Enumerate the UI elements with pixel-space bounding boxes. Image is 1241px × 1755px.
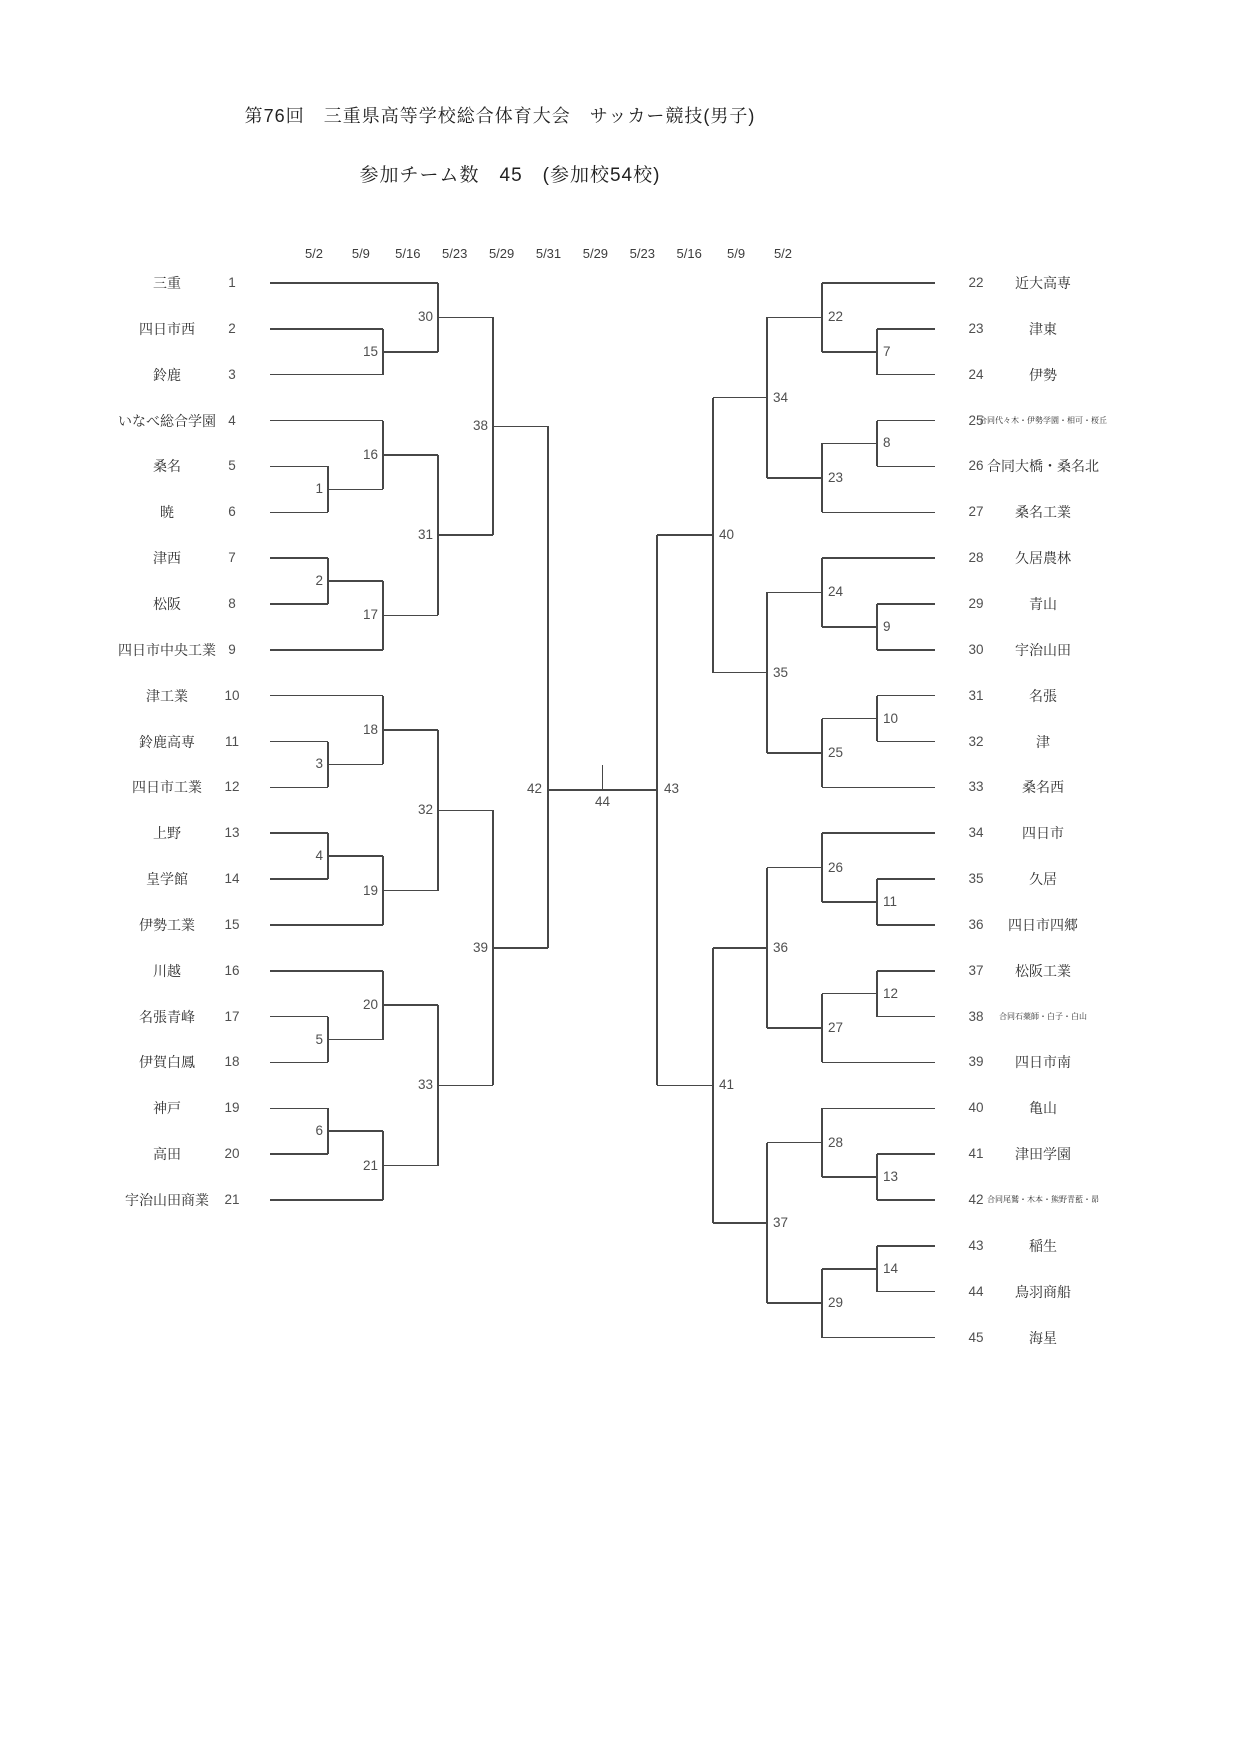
team-seed: 24 bbox=[968, 366, 984, 382]
match-number: 22 bbox=[828, 309, 844, 325]
match-number: 11 bbox=[883, 893, 898, 909]
team-line bbox=[270, 695, 383, 697]
team-name: 神戸 bbox=[153, 1100, 181, 1117]
team-line bbox=[270, 328, 383, 330]
match-vline bbox=[656, 535, 658, 1085]
team-line bbox=[270, 924, 383, 926]
team-seed: 26 bbox=[968, 458, 984, 474]
team-name: 青山 bbox=[1029, 595, 1057, 612]
match-number: 6 bbox=[315, 1123, 323, 1139]
team-seed: 39 bbox=[968, 1054, 984, 1070]
match-winner-line bbox=[657, 1085, 713, 1087]
match-winner-line bbox=[822, 901, 877, 903]
match-winner-line bbox=[767, 1027, 822, 1029]
team-name: 桑名西 bbox=[1022, 779, 1064, 796]
match-winner-line bbox=[383, 351, 438, 353]
match-number: 44 bbox=[594, 794, 611, 809]
match-number: 13 bbox=[883, 1169, 899, 1185]
match-number: 31 bbox=[417, 527, 433, 543]
team-line bbox=[822, 1337, 935, 1339]
team-line bbox=[270, 878, 328, 880]
match-vline bbox=[547, 426, 549, 948]
team-name: 宇治山田商業 bbox=[125, 1192, 209, 1208]
team-seed: 36 bbox=[968, 916, 984, 932]
team-seed: 14 bbox=[224, 871, 240, 887]
team-line bbox=[877, 603, 935, 605]
round-date: 5/29 bbox=[488, 246, 515, 261]
team-line bbox=[822, 282, 935, 284]
team-line bbox=[877, 374, 935, 376]
team-line bbox=[877, 420, 935, 422]
team-seed: 25 bbox=[968, 412, 984, 428]
match-number: 36 bbox=[773, 939, 789, 955]
team-seed: 45 bbox=[968, 1329, 984, 1345]
team-name: 四日市西 bbox=[139, 320, 195, 337]
match-winner-line bbox=[713, 947, 767, 949]
team-line bbox=[270, 970, 383, 972]
team-line bbox=[270, 374, 383, 376]
match-number: 35 bbox=[773, 664, 789, 680]
match-winner-line bbox=[438, 317, 493, 319]
match-winner-line bbox=[822, 718, 877, 720]
team-name: 暁 bbox=[160, 504, 174, 521]
team-line bbox=[270, 1153, 328, 1155]
team-line bbox=[877, 1245, 935, 1247]
team-seed: 41 bbox=[968, 1146, 984, 1162]
team-name: 鈴鹿 bbox=[153, 366, 181, 383]
match-number: 29 bbox=[828, 1295, 844, 1311]
team-line bbox=[877, 1016, 935, 1018]
team-name: 海星 bbox=[1029, 1329, 1057, 1346]
team-line bbox=[270, 1108, 328, 1110]
team-name: 川越 bbox=[153, 962, 181, 979]
team-seed: 9 bbox=[228, 641, 236, 657]
team-line bbox=[822, 787, 935, 789]
team-line bbox=[877, 1199, 935, 1201]
team-name: 久居農林 bbox=[1015, 550, 1071, 567]
team-seed: 15 bbox=[224, 916, 240, 932]
team-seed: 40 bbox=[968, 1100, 984, 1116]
team-name: 伊賀白鳳 bbox=[139, 1054, 195, 1071]
team-seed: 37 bbox=[968, 962, 984, 978]
team-seed: 7 bbox=[228, 550, 236, 566]
team-seed: 33 bbox=[968, 779, 984, 795]
team-line bbox=[270, 512, 328, 514]
round-date: 5/29 bbox=[582, 246, 609, 261]
match-winner-line bbox=[328, 855, 383, 857]
team-name: 亀山 bbox=[1029, 1100, 1057, 1117]
round-date: 5/16 bbox=[676, 246, 702, 261]
team-seed: 8 bbox=[228, 595, 236, 611]
team-name: 津田学園 bbox=[1015, 1146, 1071, 1163]
round-date: 5/9 bbox=[727, 246, 746, 261]
team-name: 伊勢 bbox=[1029, 366, 1057, 383]
match-winner-line bbox=[383, 1165, 438, 1167]
match-number: 28 bbox=[828, 1134, 844, 1150]
team-line bbox=[270, 1016, 328, 1018]
match-number: 18 bbox=[362, 722, 378, 738]
team-seed: 16 bbox=[224, 962, 240, 978]
team-name: 久居 bbox=[1029, 871, 1057, 888]
team-name: 上野 bbox=[153, 825, 181, 842]
team-name: 四日市中央工業 bbox=[118, 641, 216, 658]
team-seed: 1 bbox=[228, 275, 236, 290]
team-line bbox=[877, 649, 935, 651]
team-name: 四日市四郷 bbox=[1008, 916, 1078, 933]
match-number: 43 bbox=[664, 781, 680, 796]
match-winner-line bbox=[493, 947, 548, 949]
team-line bbox=[270, 557, 328, 559]
team-line bbox=[270, 420, 383, 422]
match-number: 12 bbox=[883, 985, 899, 1001]
match-number: 41 bbox=[719, 1077, 735, 1093]
team-seed: 2 bbox=[228, 320, 236, 336]
match-winner-line bbox=[383, 729, 438, 731]
team-seed: 18 bbox=[224, 1054, 240, 1070]
match-number: 2 bbox=[315, 573, 323, 589]
team-line bbox=[877, 970, 935, 972]
match-winner-line bbox=[438, 534, 493, 536]
match-number: 17 bbox=[362, 607, 378, 623]
team-seed: 20 bbox=[224, 1146, 240, 1162]
team-seed: 19 bbox=[224, 1100, 240, 1116]
match-number: 3 bbox=[315, 756, 323, 772]
match-winner-line bbox=[328, 1130, 383, 1132]
match-number: 16 bbox=[362, 446, 378, 462]
match-winner-line bbox=[438, 810, 493, 812]
team-seed: 6 bbox=[228, 504, 236, 520]
team-line bbox=[822, 512, 935, 514]
team-line bbox=[270, 832, 328, 834]
match-winner-line bbox=[822, 1176, 877, 1178]
match-winner-line bbox=[328, 1039, 383, 1041]
match-winner-line bbox=[328, 489, 383, 491]
match-number: 37 bbox=[773, 1214, 789, 1230]
match-winner-line bbox=[767, 592, 822, 594]
match-winner-line bbox=[713, 672, 767, 674]
team-line bbox=[877, 1153, 935, 1155]
team-name: 桑名 bbox=[153, 458, 181, 475]
team-name: いなべ総合学園 bbox=[118, 412, 216, 429]
match-number: 24 bbox=[828, 584, 844, 600]
team-seed: 17 bbox=[224, 1008, 240, 1024]
match-winner-line bbox=[383, 454, 438, 456]
match-number: 32 bbox=[417, 802, 433, 818]
team-seed: 13 bbox=[224, 825, 240, 841]
team-seed: 30 bbox=[968, 641, 984, 657]
match-number: 26 bbox=[828, 859, 844, 875]
team-name: 四日市工業 bbox=[132, 779, 202, 796]
match-winner-line bbox=[822, 1268, 877, 1270]
team-name: 津 bbox=[1036, 733, 1050, 750]
team-seed: 28 bbox=[968, 550, 984, 566]
match-winner-line bbox=[657, 534, 713, 536]
team-line bbox=[877, 695, 935, 697]
team-name: 津東 bbox=[1029, 320, 1057, 337]
round-date: 5/23 bbox=[629, 246, 655, 261]
match-number: 4 bbox=[315, 848, 323, 864]
team-seed: 34 bbox=[968, 825, 984, 841]
round-date: 5/16 bbox=[395, 246, 421, 261]
match-winner-line bbox=[383, 890, 438, 892]
team-seed: 22 bbox=[968, 275, 984, 290]
team-seed: 11 bbox=[224, 733, 239, 749]
match-number: 39 bbox=[472, 939, 488, 955]
match-number: 34 bbox=[773, 389, 789, 405]
match-winner-line bbox=[383, 615, 438, 617]
team-name: 四日市 bbox=[1022, 825, 1064, 842]
page-title: 第76回 三重県高等学校総合体育大会 サッカー競技(男子) bbox=[244, 106, 756, 126]
match-winner-line bbox=[767, 477, 822, 479]
team-line bbox=[270, 1062, 328, 1064]
champion-line bbox=[602, 765, 604, 790]
team-line bbox=[270, 282, 438, 284]
team-seed: 44 bbox=[968, 1283, 984, 1299]
team-name: 津西 bbox=[153, 550, 181, 567]
team-name: 桑名工業 bbox=[1015, 504, 1071, 521]
match-number: 25 bbox=[828, 744, 844, 760]
team-line bbox=[822, 1062, 935, 1064]
team-line bbox=[822, 557, 935, 559]
match-number: 7 bbox=[883, 343, 891, 359]
match-number: 38 bbox=[472, 418, 488, 434]
match-number: 15 bbox=[362, 343, 378, 359]
match-number: 19 bbox=[362, 882, 378, 898]
team-line bbox=[877, 924, 935, 926]
match-number: 21 bbox=[362, 1157, 378, 1173]
match-number: 5 bbox=[315, 1031, 323, 1047]
team-line bbox=[877, 741, 935, 743]
team-name: 名張青峰 bbox=[139, 1008, 195, 1025]
team-line bbox=[270, 787, 328, 789]
team-line bbox=[877, 466, 935, 468]
team-seed: 4 bbox=[228, 412, 236, 428]
match-winner-line bbox=[822, 993, 877, 995]
team-name: 合同石薬師・白子・白山 bbox=[999, 1011, 1087, 1021]
team-line bbox=[822, 1108, 935, 1110]
match-number: 40 bbox=[719, 527, 735, 543]
match-number: 27 bbox=[828, 1020, 844, 1036]
match-winner-line bbox=[328, 580, 383, 582]
team-line bbox=[270, 649, 383, 651]
team-seed: 12 bbox=[224, 779, 240, 795]
team-line bbox=[270, 1199, 383, 1201]
team-seed: 42 bbox=[968, 1192, 984, 1207]
team-seed: 31 bbox=[968, 687, 984, 703]
team-name: 四日市南 bbox=[1015, 1054, 1071, 1071]
match-number: 8 bbox=[883, 435, 891, 451]
round-date: 5/9 bbox=[351, 246, 370, 261]
team-line bbox=[877, 1291, 935, 1293]
match-winner-line bbox=[767, 752, 822, 754]
team-name: 名張 bbox=[1029, 687, 1057, 704]
match-winner-line bbox=[383, 1004, 438, 1006]
match-number: 33 bbox=[417, 1077, 433, 1093]
round-date: 5/2 bbox=[304, 246, 324, 261]
team-name: 稲生 bbox=[1029, 1237, 1057, 1254]
team-name: 松阪工業 bbox=[1015, 962, 1071, 979]
team-seed: 29 bbox=[968, 595, 984, 611]
team-name: 皇学館 bbox=[146, 871, 188, 888]
match-winner-line bbox=[713, 397, 767, 399]
team-seed: 3 bbox=[228, 366, 236, 382]
team-seed: 43 bbox=[968, 1237, 984, 1253]
match-number: 20 bbox=[362, 997, 378, 1013]
team-seed: 38 bbox=[968, 1008, 984, 1024]
match-number: 42 bbox=[526, 781, 542, 796]
match-winner-line bbox=[438, 1085, 493, 1087]
match-number: 30 bbox=[417, 309, 433, 325]
team-name: 三重 bbox=[153, 275, 181, 291]
match-winner-line bbox=[713, 1222, 767, 1224]
team-seed: 5 bbox=[228, 458, 236, 474]
match-winner-line bbox=[767, 1302, 822, 1304]
team-seed: 10 bbox=[224, 687, 240, 703]
round-date: 5/31 bbox=[535, 246, 562, 261]
match-winner-line bbox=[822, 626, 877, 628]
team-line bbox=[877, 328, 935, 330]
match-winner-line bbox=[493, 426, 548, 428]
match-winner-line bbox=[328, 764, 383, 766]
team-line bbox=[270, 603, 328, 605]
round-date: 5/23 bbox=[442, 246, 468, 261]
team-name: 伊勢工業 bbox=[139, 916, 195, 933]
match-number: 10 bbox=[883, 710, 899, 726]
team-seed: 21 bbox=[224, 1192, 240, 1207]
team-seed: 27 bbox=[968, 504, 984, 520]
match-winner-line bbox=[767, 1142, 822, 1144]
match-number: 1 bbox=[315, 481, 323, 497]
team-name: 宇治山田 bbox=[1015, 641, 1071, 658]
team-name: 合同尾鷲・木本・熊野青藍・昴 bbox=[987, 1195, 1099, 1204]
team-name: 合同代々木・伊勢学園・相可・桜丘 bbox=[979, 415, 1107, 425]
team-name: 高田 bbox=[153, 1146, 181, 1163]
team-name: 合同大橋・桑名北 bbox=[987, 458, 1099, 475]
team-name: 松阪 bbox=[153, 595, 181, 612]
team-line bbox=[877, 878, 935, 880]
round-date: 5/2 bbox=[773, 246, 793, 261]
match-number: 23 bbox=[828, 469, 844, 485]
match-number: 14 bbox=[883, 1260, 899, 1276]
team-seed: 35 bbox=[968, 871, 984, 887]
team-seed: 32 bbox=[968, 733, 984, 749]
match-winner-line bbox=[822, 351, 877, 353]
team-name: 鈴鹿高専 bbox=[139, 733, 195, 750]
team-name: 近大高専 bbox=[1015, 275, 1071, 291]
team-line bbox=[270, 741, 328, 743]
match-winner-line bbox=[767, 867, 822, 869]
team-line bbox=[822, 832, 935, 834]
participant-count: 参加チーム数 45 (参加校54校) bbox=[359, 165, 661, 186]
match-winner-line bbox=[822, 443, 877, 445]
match-winner-line bbox=[767, 317, 822, 319]
team-line bbox=[270, 466, 328, 468]
team-name: 鳥羽商船 bbox=[1015, 1283, 1071, 1300]
team-name: 津工業 bbox=[146, 687, 188, 704]
match-number: 9 bbox=[883, 618, 891, 634]
team-seed: 23 bbox=[968, 320, 984, 336]
